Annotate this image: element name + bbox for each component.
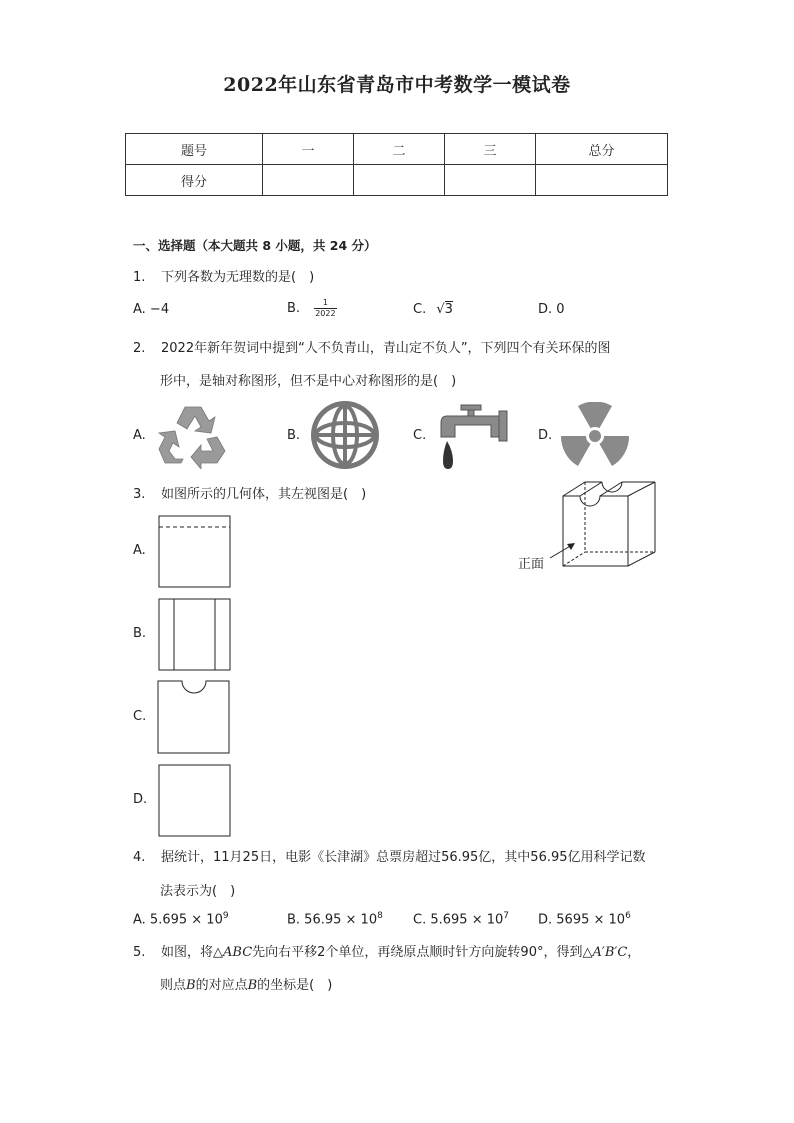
fraction-numerator: 1	[322, 298, 328, 307]
option-b-view	[158, 598, 232, 672]
triangle-abc-prime: △A′B′C	[582, 945, 628, 960]
question-4	[133, 848, 646, 868]
arrow-icon	[548, 540, 578, 560]
question-text: 先向右平移2个单位，再绕原点顺时针方向旋转90°，得到	[252, 945, 583, 960]
question-text: ，	[627, 945, 641, 960]
score-input-cell[interactable]	[263, 165, 354, 196]
triangle-abc: △ABC	[213, 945, 253, 960]
front-label: 正面	[518, 557, 545, 572]
page-title: 2022年山东省青岛市中考数学一模试卷	[223, 74, 571, 96]
score-cell: 题号	[126, 134, 263, 165]
score-cell: 二	[354, 134, 445, 165]
score-input-cell[interactable]	[445, 165, 536, 196]
q3-option-b[interactable]: B.	[133, 626, 147, 641]
question-text: 2022年新年贺词中提到“人不负青山，青山定不负人”，下列四个有关环保的图	[161, 341, 611, 356]
option-label: B.	[287, 301, 301, 316]
q4-option-c[interactable]	[413, 911, 509, 927]
question-text: 的坐标是( )	[257, 978, 333, 993]
sqrt-radicand: 3	[444, 302, 453, 317]
score-row-label: 得分	[126, 165, 263, 196]
option-c-view	[157, 680, 231, 755]
question-number: 2.	[133, 341, 146, 356]
question-2-line2: 形中，是轴对称图形，但不是中心对称图形的是( )	[160, 374, 457, 389]
q1-option-a[interactable]: A. −4	[133, 302, 170, 317]
q2-option-d[interactable]: D.	[538, 428, 553, 443]
question-text: 下列各数为无理数的是( )	[161, 270, 315, 285]
exponent: 6	[625, 911, 631, 921]
exponent: 7	[503, 911, 509, 921]
option-a-view	[158, 515, 232, 589]
score-table-header-row	[126, 134, 668, 165]
q4-option-a[interactable]	[133, 911, 229, 927]
question-number: 4.	[133, 850, 146, 865]
section-heading: 一、选择题（本大题共 8 小题，共 24 分）	[133, 238, 377, 253]
q3-option-d[interactable]: D.	[133, 792, 148, 807]
point-b: B	[247, 978, 258, 993]
option-text: C. 5.695 × 10	[413, 912, 504, 928]
question-number: 3.	[133, 487, 146, 502]
score-cell: 总分	[536, 134, 668, 165]
question-2	[133, 339, 611, 359]
question-5-line2	[160, 974, 332, 993]
score-cell: 三	[445, 134, 536, 165]
option-text: A. 5.695 × 10	[133, 912, 223, 928]
score-table	[125, 133, 668, 196]
q2-option-a[interactable]: A.	[133, 428, 146, 443]
q1-option-d[interactable]: D. 0	[538, 302, 565, 317]
q2-option-b[interactable]: B.	[287, 428, 301, 443]
point-b: B	[186, 978, 196, 993]
q1-option-c[interactable]	[413, 302, 453, 317]
fraction-denominator: 2022	[315, 309, 336, 318]
radiation-icon	[560, 402, 630, 470]
question-text: 则点	[160, 978, 187, 993]
option-text: D. 5695 × 10	[538, 912, 626, 928]
exponent: 9	[222, 911, 229, 921]
q4-option-d[interactable]	[538, 911, 631, 927]
q4-option-b[interactable]	[287, 911, 383, 927]
question-1	[133, 268, 314, 288]
option-d-view	[158, 764, 232, 838]
score-cell: 一	[263, 134, 354, 165]
score-input-cell[interactable]	[536, 165, 668, 196]
score-table-score-row	[126, 165, 668, 196]
question-text: 的对应点	[195, 978, 248, 993]
q3-option-c[interactable]: C.	[133, 709, 147, 724]
q3-option-a[interactable]: A.	[133, 543, 146, 558]
option-label: C.	[413, 302, 427, 317]
exponent: 8	[377, 911, 383, 921]
question-4-line2: 法表示为( )	[160, 884, 236, 899]
q1-option-b[interactable]	[287, 298, 337, 319]
sqrt-icon: √	[436, 302, 445, 317]
question-number: 1.	[133, 270, 146, 285]
fraction	[314, 298, 336, 319]
question-number: 5.	[133, 945, 146, 960]
recycle-icon	[157, 401, 229, 469]
faucet-icon	[433, 403, 511, 475]
question-text: 据统计，11月25日，电影《长津湖》总票房超过56.95亿，其中56.95亿用科学记数	[161, 850, 646, 865]
score-input-cell[interactable]	[354, 165, 445, 196]
question-text: 如图所示的几何体，其左视图是( )	[161, 487, 367, 502]
question-5	[133, 943, 640, 963]
q2-option-c[interactable]: C.	[413, 428, 427, 443]
globe-icon	[307, 399, 383, 471]
question-3	[133, 485, 366, 505]
option-text: B. 56.95 × 10	[287, 912, 378, 928]
question-text: 如图，将	[161, 945, 214, 960]
